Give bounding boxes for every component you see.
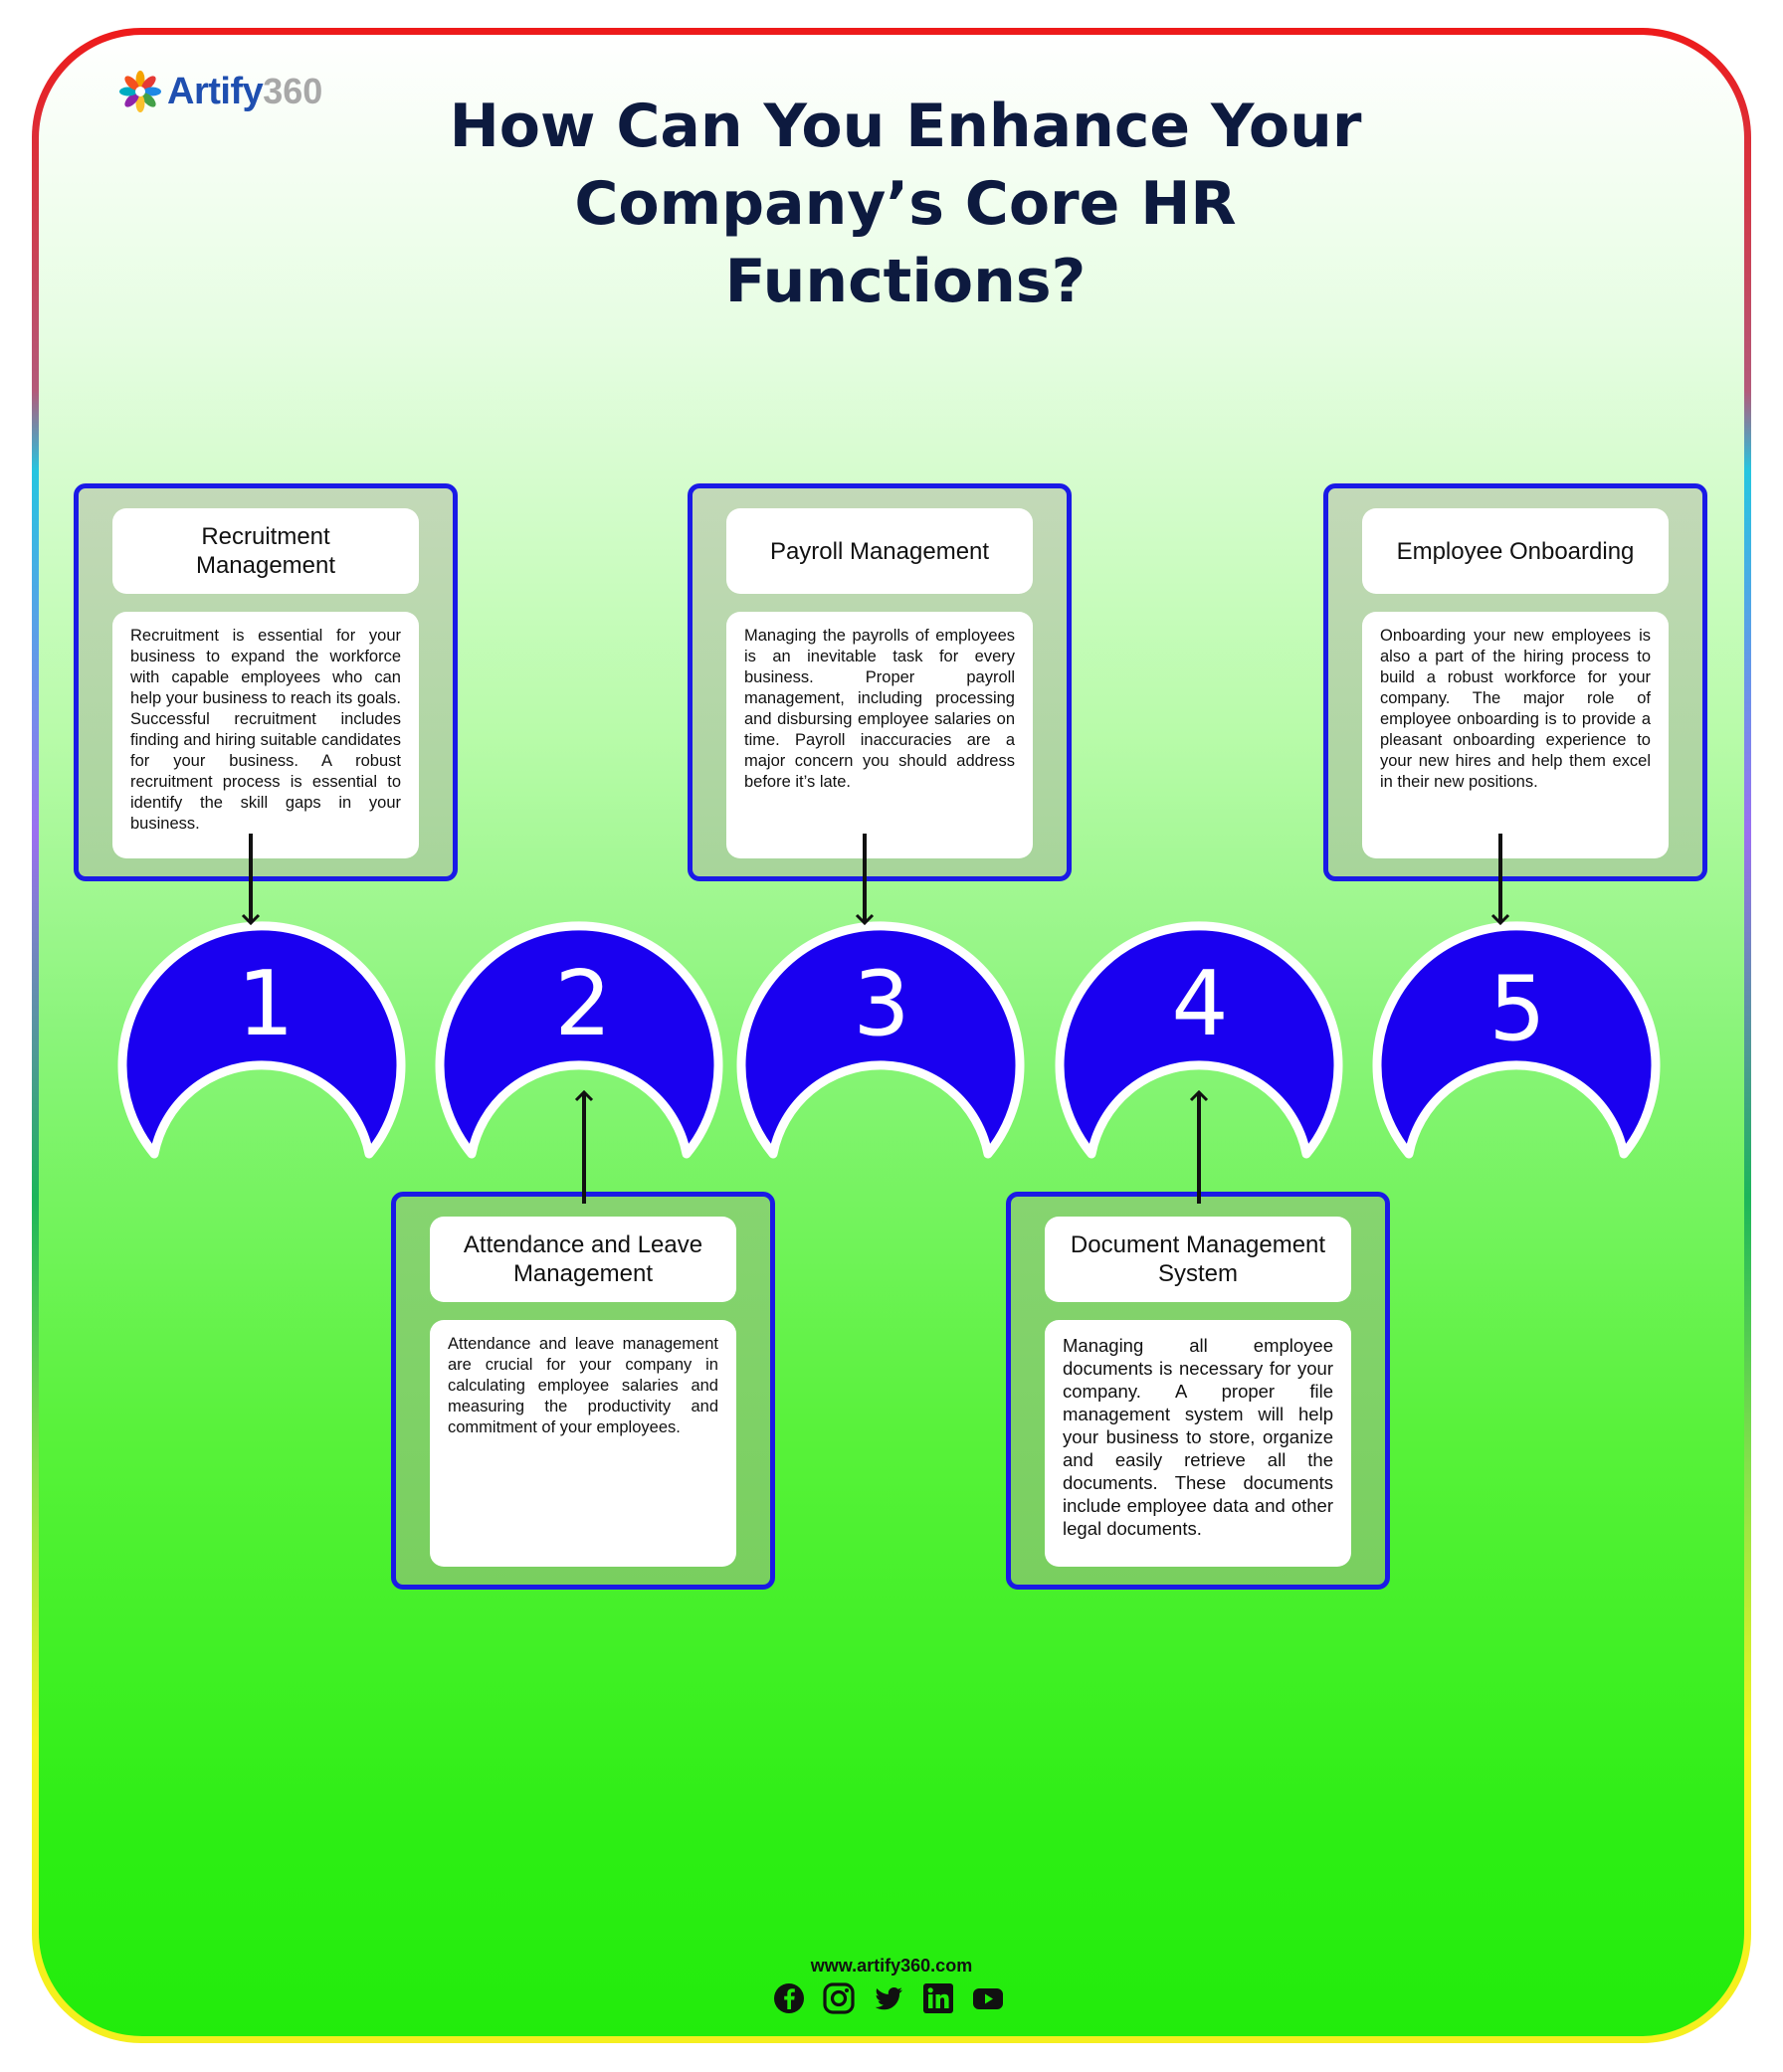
step-card-title: Employee Onboarding (1362, 508, 1669, 594)
twitter-icon[interactable] (872, 1981, 905, 2015)
step-number-2: 2 (554, 952, 612, 1056)
step-card-description: Managing all employee documents is necessary for your company. A proper file management system will help your business to store, organize and easily retrieve all the documents. These documents include employee data and other legal documents. (1045, 1320, 1351, 1567)
step-number-3: 3 (853, 952, 910, 1056)
step-card-title: Attendance and Leave Management (430, 1217, 736, 1302)
step-card-title: Document Management System (1045, 1217, 1351, 1302)
linkedin-icon[interactable] (921, 1981, 955, 2015)
social-links (772, 1979, 1005, 2017)
step-card-description: Onboarding your new employees is also a part of the hiring process to build a robust workforce for your company. The major role of employee onboarding is to provide a pleasant onboarding experience to your new hires and help them excel in their new positions. (1362, 612, 1669, 858)
step-number-4: 4 (1171, 952, 1229, 1056)
website-link[interactable]: www.artify360.com (810, 1956, 973, 1976)
step-card-title: Recruitment Management (112, 508, 419, 594)
step-number-1: 1 (237, 952, 295, 1056)
brand-name: Artify (167, 70, 264, 112)
step-card-description: Recruitment is essential for your business to expand the workforce with capable employees who can help your business to reach its goals. Successful recruitment includes finding and hiring suitable candidates for your business. A robust recruitment process is essential to identify the skill gaps in your business. (112, 612, 419, 858)
step-card-description: Attendance and leave management are crucial for your company in calculating employee salaries and measuring the productivity and commitment of your employees. (430, 1320, 736, 1567)
step-card-description: Managing the payrolls of employees is an inevitable task for every business. Proper payroll management, including processing and disbursing employee salaries on time. Payroll inaccuracies are a major concern you should address before it’s late. (726, 612, 1033, 858)
step-card-title: Payroll Management (726, 508, 1033, 594)
youtube-icon[interactable] (971, 1981, 1005, 2015)
page-title: How Can You Enhance Your Company’s Core HR Functions? (449, 92, 1362, 316)
brand-suffix: 360 (263, 71, 323, 111)
facebook-icon[interactable] (772, 1981, 806, 2015)
step-number-5: 5 (1488, 957, 1546, 1061)
instagram-icon[interactable] (822, 1981, 856, 2015)
